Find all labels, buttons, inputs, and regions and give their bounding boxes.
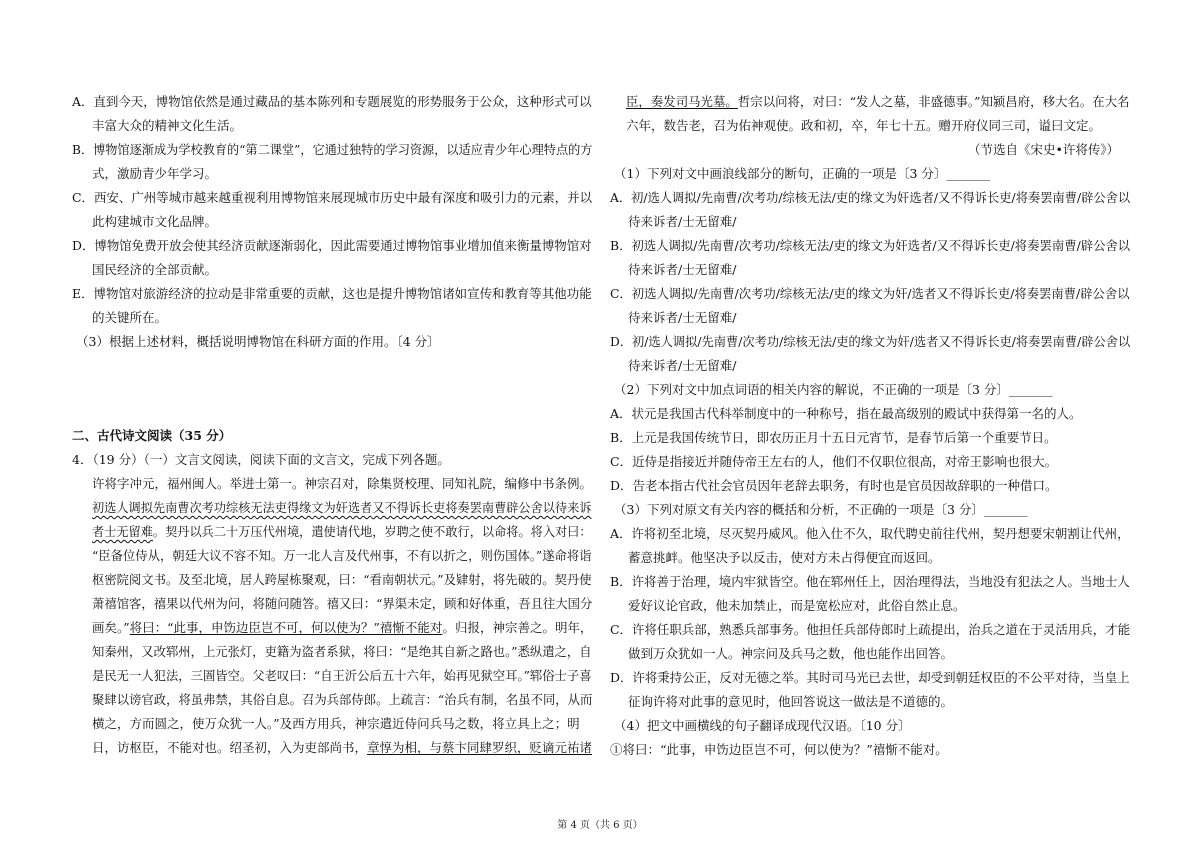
q3-option-b-line1: B．许将善于治理，境内牢狱皆空。他在郓州任上，因治理得法，当地没有犯法之人。当地士人 [610, 574, 1130, 589]
q3-option-c-line1: C．许将任职兵部，熟悉兵部事务。他担任兵部侍郎时上疏提出，治兵之道在于灵活用兵，才能 [610, 622, 1131, 637]
passage-line [92, 524, 592, 540]
sub-question-1: （1）下列对文中画浪线部分的断句，正确的一项是〔3 分〕_______ [614, 166, 991, 181]
passage-line: 是民无一人犯法，三圄皆空。父老叹曰：“自王沂公后五十六年，始再见狱空耳。”郓俗士子喜 [92, 668, 592, 683]
passage-line [92, 620, 592, 636]
passage-line: 枢密院阅文书。及至北境，居人跨屋栋聚观，曰：“看南朝状元。”及肄射，将先破的。契丹使 [92, 572, 592, 587]
option-b-line2: 式，激励青少年学习。 [92, 166, 218, 181]
q2-option-b: B．上元是我国传统节日，即农历正月十五日元宵节，是春节后第一个重要节日。 [610, 430, 1057, 445]
option-e-line2: 的关键所在。 [92, 310, 168, 325]
q3-option-a-line2: 蓄意挑衅。他坚决予以反击，使对方未占得便宜而返回。 [628, 550, 941, 565]
passage-line: 六年，数告老，召为佑神观使。政和初，卒，年七十五。赠开府仪同三司，谥曰文定。 [626, 118, 1102, 133]
q1-option-b-line1: B．初选人调拟/先南曹/次考功/综核无法/吏的缘文为奸选者/又不得诉长吏/将奏罢南曹/辟公舍以 [610, 238, 1131, 253]
q1-option-c-line2: 待来诉者/士无留难/ [628, 310, 737, 325]
option-c-line1: C．西安、广州等城市越来越重视利用博物馆来展现城市历史中最有深度和吸引力的元素，并以 [72, 190, 593, 205]
passage-line [626, 94, 1130, 110]
option-a-line2: 丰富大众的精神文化生活。 [92, 118, 243, 133]
passage-source: （节选自《宋史•许将传》） [968, 142, 1120, 157]
passage-line: “臣备位侍从，朝廷大议不容不知。万一北人言及代州事，不有以折之，则伤国体。”遂命将诣 [92, 548, 592, 563]
q1-option-b-line2: 待来诉者/士无留难/ [628, 262, 737, 277]
passage-underlined-segment: 将曰：“此事，申饬边臣岂不可，何以使为？”禧惭不能对 [129, 620, 443, 635]
passage-underlined-segment: 臣，奏发司马光墓。 [626, 94, 738, 109]
option-d-line2: 国民经济的全部贡献。 [92, 262, 218, 277]
q1-option-d-line2: 待来诉者/士无留难/ [628, 358, 737, 373]
q1-option-a-line2: 待来诉者/士无留难/ [628, 214, 737, 229]
q2-option-c: C．近侍是指接近并随侍帝王左右的人，他们不仅职位很高，对帝王影响也很大。 [610, 454, 1058, 469]
passage-segment: 哲宗以问将，对曰：“发人之墓，非盛德事。”知颍昌府，移大名。在大名 [737, 94, 1130, 109]
passage-line: 萧禧馆客，禧果以代州为问，将随问随答。禧又曰：“界渠未定，顾和好体重，吾且往大国分 [92, 596, 593, 611]
q1-option-c-line1: C．初选人调拟/先南曹/次考功/综核无法/吏的缘文为奸/选者又不得诉长吏/将奏罢南曹/辟公舍以 [610, 286, 1130, 301]
passage-line: 横之，方而圆之，使万众犹一人。”及西方用兵，神宗遣近侍问兵马之数，将立具上之；明 [92, 716, 580, 731]
question-3: （3）根据上述材料，概括说明博物馆在科研方面的作用。〔4 分〕 [76, 334, 440, 349]
passage-segment: 。契丹以兵二十万压代州境，遣使请代地，岁聘之使不敢行，以命将。将入对曰： [152, 524, 592, 539]
passage-line: 许将字冲元，福州闽人。举进士第一。神宗召对，除集贤校理、同知礼院，编修中书条例。 [92, 476, 593, 491]
passage-wavy-segment: 者士无留难 [92, 524, 153, 539]
option-e-line1: E．博物馆对旅游经济的拉动是非常重要的贡献，这也是提升博物馆诸如宣传和教育等其他功能 [72, 286, 592, 301]
option-c-line2: 此构建城市文化品牌。 [92, 214, 218, 229]
q3-option-d-line2: 征询许将对此事的意见时，他回答说这一做法是不道德的。 [628, 694, 954, 709]
q2-option-a: A．状元是我国古代科举制度中的一种称号，指在最高级别的殿试中获得第一名的人。 [610, 406, 1082, 421]
passage-line: 聚肆以谤官政，将虽弗禁，其俗自息。召为兵部侍郎。上疏言：“治兵有制，名虽不同，从而 [92, 692, 593, 707]
passage-underlined-segment: 章惇为相，与蔡卞同肆罗织，贬谪元祐诸 [367, 740, 593, 755]
passage-segment: 。归报，神宗善之。明年， [442, 620, 593, 635]
option-b-line1: B．博物馆逐渐成为学校教育的“第二课堂”，它通过独特的学习资源，以适应青少年心理特点的方 [72, 142, 593, 157]
option-d-line1: D．博物馆免费开放会使其经济贡献逐渐弱化，因此需要通过博物馆事业增加值来衡量博物馆对 [72, 238, 592, 253]
translation-item-1: ①将曰：“此事，申饬边臣岂不可，何以使为？”禧惭不能对。 [610, 742, 948, 757]
q1-option-d-line1: D．初/选人调拟/先南曹/次考功/综核无法/吏的缘文为奸/选者又不得诉长吏/将奏罢南曹/辟公舍以 [610, 334, 1131, 349]
q3-option-a-line1: A．许将初至北境，尽灭契丹威风。他入仕不久，取代聘史前往代州，契丹想要宋朝割让代州， [610, 526, 1130, 541]
option-a-line1: A．直到今天，博物馆依然是通过藏品的基本陈列和专题展览的形势服务于公众，这种形式可以 [72, 94, 592, 109]
sub-question-3: （3）下列对原文有关内容的概括和分析，不正确的一项是〔3 分〕_______ [614, 502, 1028, 517]
page-footer: 第 4 页（共 6 页） [557, 820, 643, 831]
question-4-intro: 4．（19 分）（一）文言文阅读，阅读下面的文言文，完成下列各题。 [72, 452, 450, 467]
passage-segment: 日，访枢臣，不能对也。绍圣初，入为吏部尚书， [92, 740, 368, 755]
q1-option-a-line1: A．初/选人调拟/先南曹/次考功/综核无法/吏的缘文为奸选者/又不得诉长吏/将奏罢南曹/辟公舍以 [610, 190, 1131, 205]
q3-option-d-line1: D．许将秉持公正，反对无德之举。其时司马光已去世，却受到朝廷权臣的不公平对待，当皇上 [610, 670, 1130, 685]
q3-option-b-line2: 爱好议论官政，他未加禁止，而是宽松应对，此俗自然止息。 [628, 598, 966, 613]
section-heading: 二、古代诗文阅读（35 分） [72, 428, 232, 443]
passage-segment: 画矣。” [92, 620, 130, 635]
q2-option-d: D．告老本指古代社会官员因年老辞去职务，有时也是官员因故辞职的一种借口。 [610, 478, 1058, 493]
passage-wavy-line: 初选人调拟先南曹次考功综核无法吏得缘文为奸选者又不得诉长吏将奏罢南曹辟公舍以待来诉 [92, 500, 592, 515]
sub-question-2: （2）下列对文中加点词语的相关内容的解说，不正确的一项是〔3 分〕_______ [614, 382, 1053, 397]
sub-question-4: （4）把文中画横线的句子翻译成现代汉语。〔10 分〕 [614, 718, 911, 733]
passage-line: 知秦州，又改郓州，上元张灯，吏籍为盗者系狱，将曰：“是绝其自新之路也。”悉纵遣之，自 [92, 644, 592, 659]
passage-line [92, 740, 592, 756]
q3-option-c-line2: 做到万众犹如一人。神宗问及兵马之数，他也能作出回答。 [628, 646, 954, 661]
